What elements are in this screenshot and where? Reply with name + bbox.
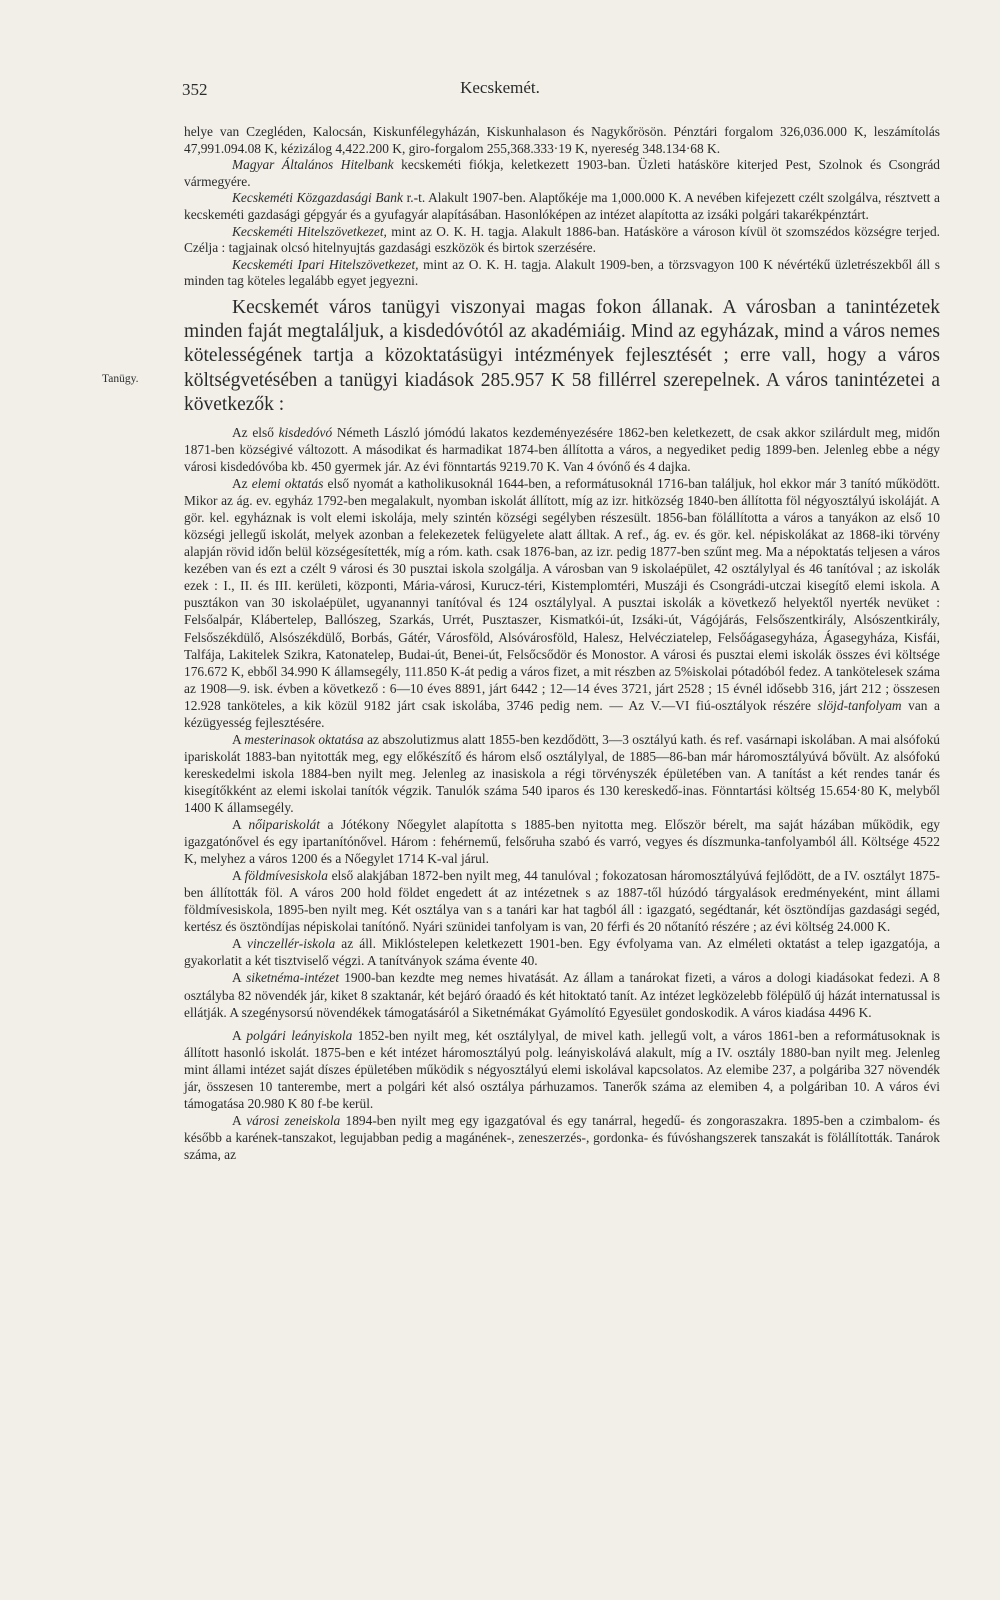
agricultural-school-paragraph [184,867,940,935]
elementary-paragraph [184,475,940,731]
girls-school-paragraph [184,1027,940,1112]
paragraph-text: 1852-ben nyilt meg, két osztálylyal, de mivel kath. jellegű volt, a város 1861-ben a reformátusoknak is állított hasonló iskolát. 1875-ben e két intézet háromosztályú polg. leányiskolává alakult, míg a IV. osztály 1880-ban nyilt meg. Jelenleg mint állami intézet saját díszes épületében működik s négyosztályú elemi iskolával kapcsolatos. Az elemibe 237, a polgáriba 327 növendék jár, összesen 10 tanterembe, mert a polgári két alsó osztálya párhuzamos. Tanerők száma az elemiben 4, a polgáriban 10. A város évi támogatása 20.980 K 80 f-be kerül. [184,1027,941,1111]
term: vinczellér-iskola [247,936,336,952]
finance-text: mint az O. K. H. tagja. Alakult 1909-ben, a törzsvagyon 100 K névértékű üzletrészekből áll s minden tag köteles legalább egyet jegyezni. [184,256,941,289]
music-school-paragraph [184,1112,940,1163]
finance-text: r.-t. Alakult 1907-ben. Alaptőkéje ma 1,000.000 K. A nevében kifejezett czélt szolgálva, résztvett a kecskeméti gazdasági gépgyár és a gyufagyár alapításában. Hasonlóképen az intézet alapította az izsáki polgári takarékpénztárt. [184,190,940,222]
lead-text: A [232,936,247,952]
womens-school-paragraph [184,816,940,867]
running-title: Kecskemét. [460,78,540,97]
deaf-institute-paragraph [184,969,940,1020]
lead-text: A [232,1027,247,1043]
lead-text: A [232,1112,247,1128]
term: földmívesiskola [244,868,328,884]
lead-text: A [232,970,247,986]
paragraph-text: a Jótékony Nőegylet alapította s 1885-ben nyitotta meg. Először bérelt, ma saját házában működik, egy igazgatónővel és egy ipartanítónővel. Három : fehérnemű, felsőruha szabó és varró, vegyes és díszmunka-tanfolyamból áll. Költsége 4522 K, melyhez a város 1200 és a Nőegylet 1714 K-val járul. [184,817,940,867]
term: slöjd-tanfolyam [817,697,902,713]
finance-paragraph [184,124,940,157]
term: polgári leányiskola [246,1027,353,1043]
lead-text: Az első [232,424,279,440]
vine-school-paragraph [184,935,940,969]
paragraph-text: az áll. Miklóstelepen keletkezett 1901-ben. Egy évfolyama van. Az elméleti oktatást a telep igazgatója, a gyakorlatit a két tisztviselő végzi. A tanítványok száma évente 40. [184,936,940,969]
term: városi zeneiskola [246,1112,341,1128]
apprentice-paragraph [184,731,940,816]
finance-text: helye van Czegléden, Kalocsán, Kiskunfélegyházán, Kiskunhalason és Nagykőrösön. Pénztári forgalom 326,036.000 K, leszámítolás 47,991.094.08 K, kézizálog 4,422.200 K, giro-forgalom 255,368.333·19 K, nyereség 348.134·68 K. [184,124,940,156]
education-section [184,424,940,1163]
term: nőipariskolát [248,817,320,833]
lead-text: A [232,868,245,884]
institution-name: Magyar Általános Hitelbank [232,157,394,173]
paragraph-text: első alakjában 1872-ben nyilt meg, 44 tanulóval ; fokozatosan háromosztályúvá fejlődött, de a IV. osztályt 1875-ben állították föl. A város 200 hold földet engedett át az intézetnek s az 1887-től húzódó tárgyalások eredményeként, mint állami földmívesiskola, 1895-ben nyilt meg. Két osztálya van s a tanári kar hat tagból áll : igazgató, segédtanár, két ösztöndíjas gazdasági segéd, kertész és ösztöndíjas népiskolai tanítónő. Nyári szünidei tanfolyam is van, 20 férfi és 20 nőtanító részére ; az évi költség 24.000 K. [184,868,941,935]
paragraph-text: az abszolutizmus alatt 1855-ben kezdődött, 3—3 osztályú kath. és ref. vasárnapi iskolában. A mai alsófokú ipariskolát 1883-ban nyitották meg, egy előkészítő és három első osztálylyal, de 1885—86-ban már háromosztályúvá bővült. Az alsófokú kereskedelmi iskola 1884-ben nyilt meg. Jelenleg az inasiskola a régi törvényszék épületében van. A tanítást a két rendes tanár és kisegítőkként az elemi iskolai tanítók végzik. Tanulók száma 540 iparos és 130 kereskedő-inas. Fönntartási költség 15.654·80 K, melyből 1400 K államsegély. [184,731,940,815]
institution-name: Kecskeméti Ipari Hitelszövetkezet, [232,256,419,272]
finance-text: kecskeméti fiókja, keletkezett 1903-ban. Üzleti hatásköre kiterjed Pest, Szolnok és Csongrád vármegyére. [184,157,940,189]
text-column [184,124,940,1163]
finance-paragraph [184,190,940,223]
lead-text: Az [232,476,252,492]
paragraph-text: Németh László jómódú lakatos kezdeményezésére 1862-ben keletkezett, de csak akkor szilárdult meg, midőn 1871-ben községivé változott. A másodikat és harmadikat 1874-ben állította a város, a negyediket pedig 1899-ben. Jelenleg ebbe a négy városi kisdedóvóba kb. 450 gyermek jár. Az évi fönntartás 9219.70 K. Van 4 óvónő és 4 dajka. [184,424,940,475]
education-intro [184,296,940,417]
paragraph-tail: van a kézügyesség fejlesztésére. [184,697,940,730]
finance-section [184,124,940,290]
term: elemi oktatás [251,476,324,492]
paragraph-text: első nyomát a katholikusoknál 1644-ben, a reformátusoknál 1716-ban találjuk, hol ekkor már 3 tanító működött. Mikor az ág. ev. egyház 1792-ben megalakult, nyomban iskolát állított, míg az izr. hitközség 1840-ben állította föl négyosztályú iskoláját. A gör. kel. egyháznak is volt elemi iskolája, mely szintén községi segélyben részesült. 1856-ban fölállította a város a tanyákon az első 10 községi jellegű iskolát, melyek azonban a felekezetek felügyelete alatt álltak. A ref., ág. ev. és gör. kel. népiskolákat az 1868-iki törvény alapján rövid időn belül községesítették, míg a róm. kath. csak 1876-ban, az izr. pedig 1877-ben szűnt meg. Ma a népoktatás teljesen a város kezében van és ezt a czélt 9 városi és 30 pusztai iskola szolgálja. A városban van 9 iskolaépület, 42 osztálylyal és 46 tanítóval ; az iskolák ezek : I., II. és III. kerületi, központi, Mária-városi, Kurucz-téri, Kistemplomtéri, Muszáji és Csongrádi-utczai kisegítő elemi iskola. A pusztákon van 30 iskolaépület, ugyanannyi tanítóval és 124 osztálylyal. A pusztai iskolák a következő helyektől nyerték nevüket : Felsőalpár, Klábertelep, Ballószeg, Szarkás, Urrét, Pusztaszer, Kismatkói-út, Izsáki-út, Vágójárás, Felsőszentkirály, Alsószentkirály, Felsőszékdülő, Alsószékdülő, Borbás, Gátér, Városföld, Alsóvárosföld, Halesz, Helvécziatelep, Felsőágasegyháza, Ágasegyháza, Kisfái, Talfája, Lakitelek Szikra, Katonatelep, Budai-út, Benei-út, Felsőcsődör és Monostor. A városi és pusztai elemi iskolák összes évi költsége 176.672 K, ebből 34.990 K államsegély, 111.850 K-át pedig a város fizet, a mit részben az 5%iskolai pótadóból fedez. A tankötelesek száma az 1908—9. isk. évben a következő : 6—10 éves 8891, járt 6442 ; 12—14 éves 3721, járt 2528 ; 15 évnél idősebb 316, járt 212 ; összesen 12.928 tanköteles, a kik közül 9182 járt csak iskolába, 3746 pedig nem. — Az V.—VI fiú-osztályok részére [184,476,940,713]
lead-text: A [232,817,249,833]
page-number: 352 [182,80,208,99]
institution-name: Kecskeméti Közgazdasági Bank [232,190,403,206]
institution-name: Kecskeméti Hitelszövetkezet, [232,223,387,239]
intro-paragraph: Kecskemét város tanügyi viszonyai magas fokon állanak. A városban a tanintézetek minden faját megtaláljuk, a kisdedóvótól az akadémiáig. Mind az egyházak, mind a város nemes kötelességének tartja a közoktatásügyi intézmények fejlesztését ; erre vall, hogy a város költségvetésében a tanügyi kiadások 285.957 K 58 fillérrel szerepelnek. A város tanintézetei a következők : [184,296,940,415]
term: siketnéma-intézet [246,970,340,986]
margin-note: Tanügy. [102,373,139,385]
finance-text: mint az O. K. H. tagja. Alakult 1886-ban. Hatásköre a városon kívül öt szomszédos községre terjed. Czélja : tagjainak olcsó hitelnyujtás gazdasági eszközök és birtok szerzésére. [184,223,940,256]
finance-paragraph [184,257,940,290]
term: mesterinasok oktatása [244,731,364,747]
lead-text: A [232,731,245,747]
term: kisdedóvó [278,424,333,440]
kindergarten-paragraph [184,424,940,475]
finance-paragraph [184,157,940,190]
finance-paragraph [184,224,940,257]
paragraph-text: 1900-ban kezdte meg nemes hivatását. Az állam a tanárokat fizeti, a város a dologi kiadásokat fedezi. A 8 osztályba 82 növendék jár, kiket 8 szaktanár, két bejáró óraadó és két hitoktató tanít. Az intézet legközelebb fölépülő új házát internatussal is ellátják. A szegénysorsú növendékek támogatásáról a Siketnémákat Gyámolító Egyesület gondoskodik. A város kiadása 4496 K. [184,970,941,1020]
paragraph-text: 1894-ben nyilt meg egy igazgatóval és egy tanárral, hegedű- és zongoraszakra. 1895-ben a czimbalom- és később a karének-tanszakot, legujabban pedig a magánének-, zeneszerzés-, gordonka- és fúvóshangszerek tanszakát is fölállították. Tanárok száma, az [184,1112,941,1162]
